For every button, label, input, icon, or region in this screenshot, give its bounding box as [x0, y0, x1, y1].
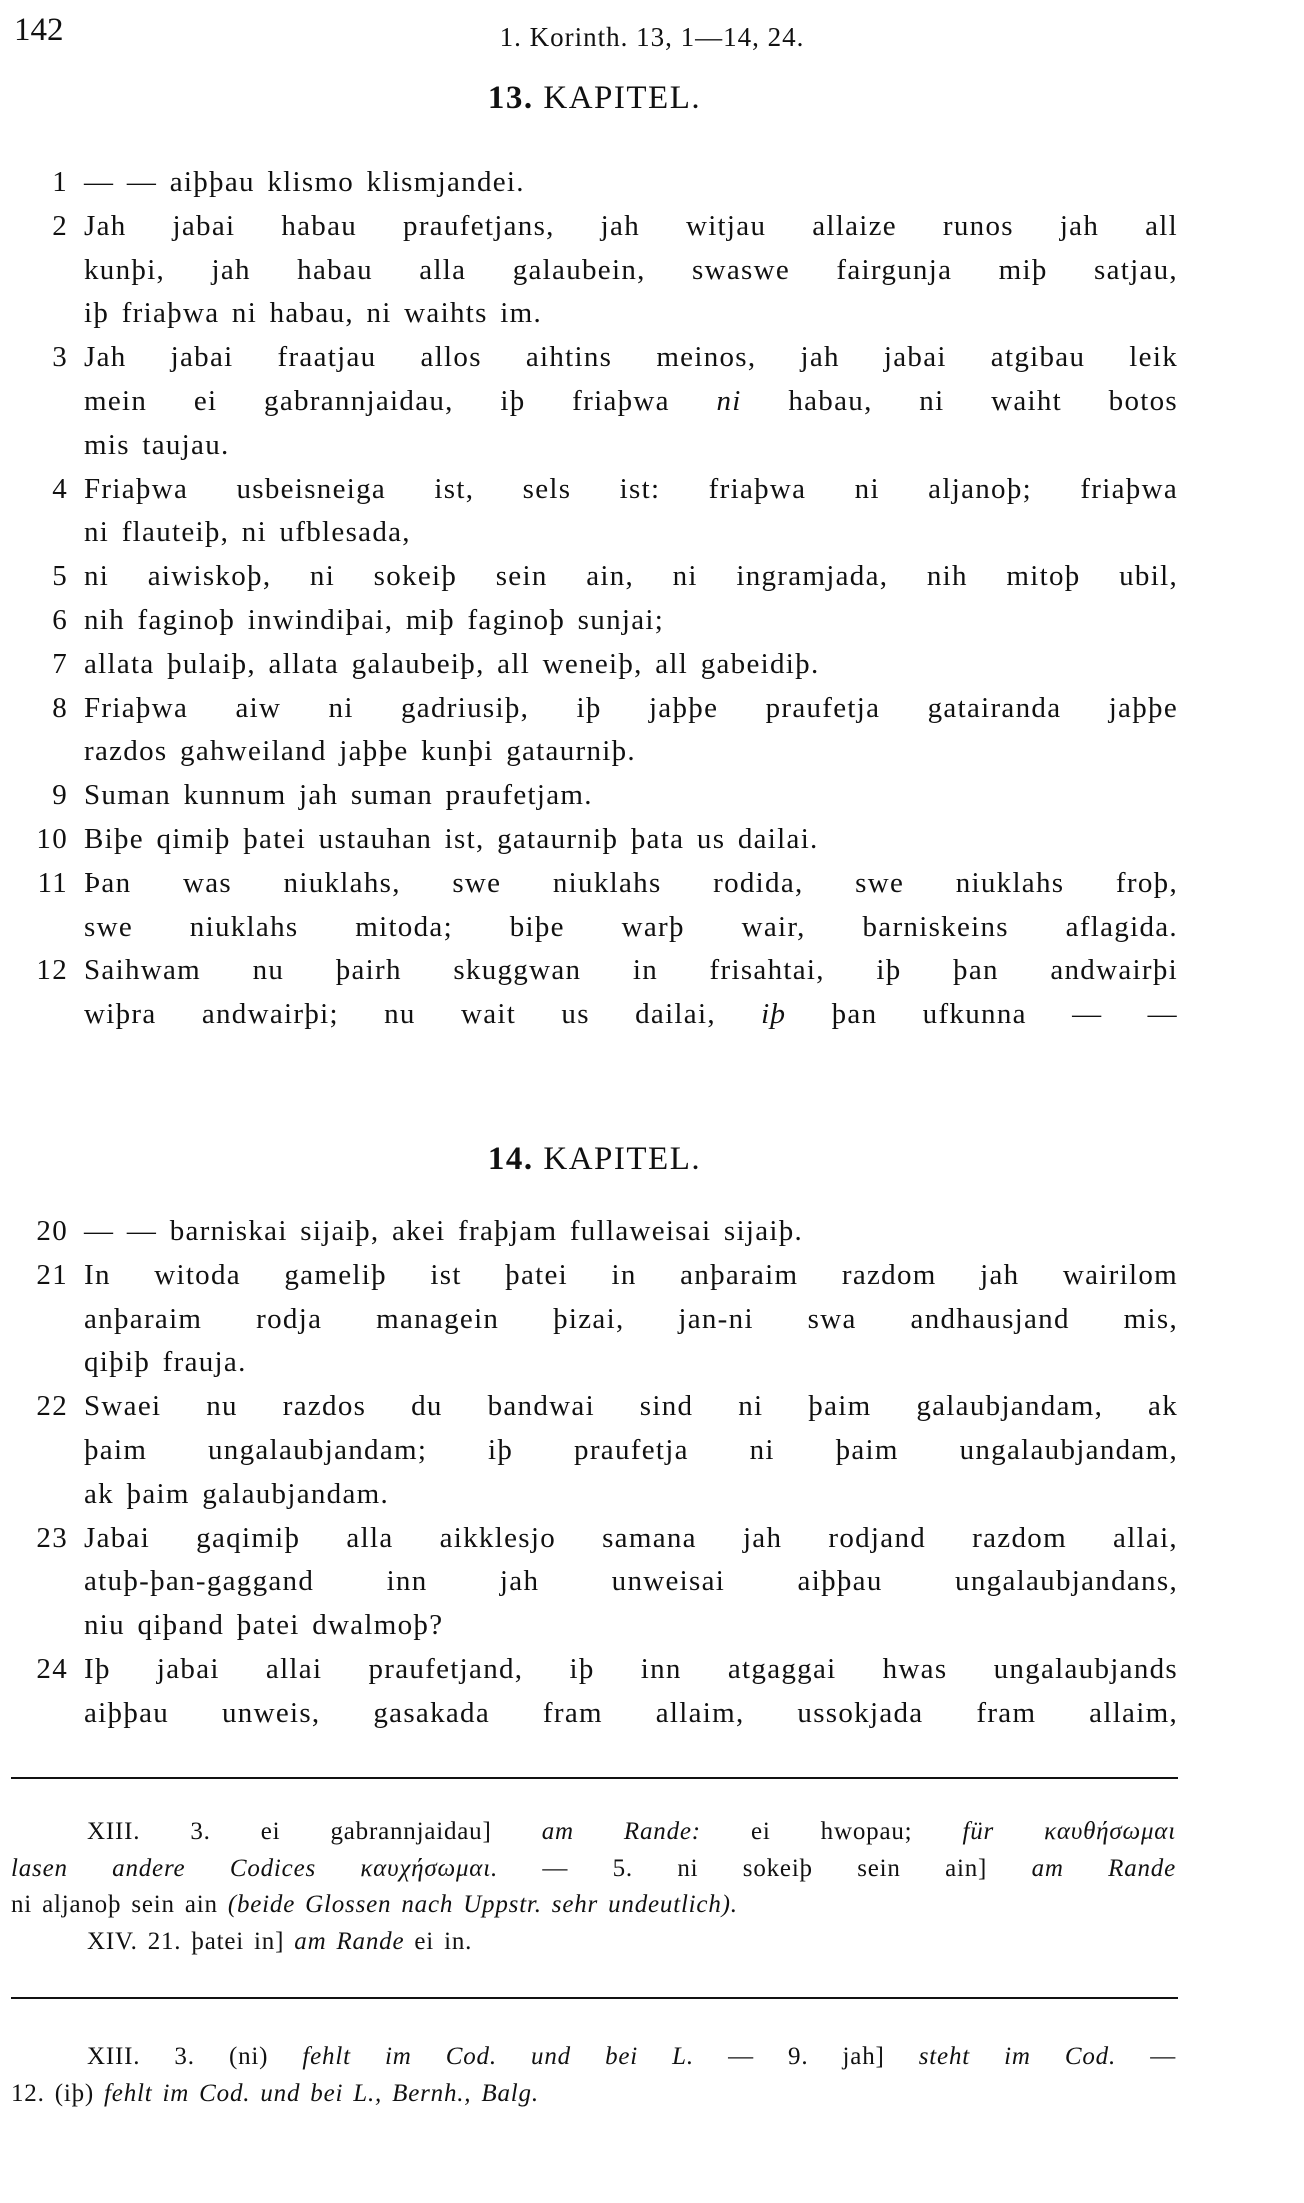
verse-text: [84, 819, 1178, 859]
verse-number: 4: [52, 472, 68, 505]
italic-text: lasen andere Codices καυχήσωμαι.: [11, 1854, 499, 1882]
verse-text: [84, 469, 1178, 509]
verse-text: [84, 1605, 1178, 1645]
italic-text: steht im Cod.: [918, 2043, 1117, 2070]
verse-text: [84, 1474, 1178, 1514]
verse-text: [84, 1211, 1178, 1251]
verse-continuation-line: [0, 1474, 1304, 1514]
verse-number: 24: [36, 1653, 68, 1685]
verse-number: 5: [52, 560, 68, 593]
verse-continuation-line: [0, 293, 1304, 333]
verse-number: 6: [52, 604, 68, 636]
verse-text: [84, 950, 1178, 990]
italic-text: am Rande: [294, 1927, 405, 1955]
verse-line: [0, 162, 1304, 202]
text-segment: aiþþau unweis, gasakada fram allaim, ussokjada fram allaim,: [84, 1696, 1178, 1729]
italic-text: (beide Glossen nach Uppstr. sehr undeutlich).: [227, 1891, 738, 1918]
verse-line: [0, 950, 1304, 990]
italic-text: für καυθήσωμαι: [962, 1818, 1176, 1845]
verse-continuation-line: [0, 1693, 1304, 1733]
text-segment: XIII. 3. ei gabrannjaidau]: [87, 1818, 542, 1845]
text-segment: swe niuklahs mitoda; biþe warþ wair, barniskeins aflagida.: [84, 910, 1178, 943]
verse-text: [84, 293, 1178, 333]
verse-continuation-line: [0, 1605, 1304, 1645]
text-segment: ei in.: [404, 1927, 473, 1955]
running-head: 1. Korinth. 13, 1—14, 24.: [499, 22, 805, 52]
chapter-number: 13.: [487, 80, 534, 116]
verse-number: 10: [36, 823, 68, 855]
verse-number: 22: [36, 1390, 68, 1423]
verse-continuation-line: [0, 907, 1304, 947]
verse-text: [84, 907, 1178, 947]
text-segment: Friaþwa usbeisneiga ist, sels ist: friaþwa ni aljanoþ; friaþwa: [84, 472, 1178, 505]
verse-text: [84, 644, 1178, 684]
italic-text: ni: [716, 385, 742, 417]
text-segment: — — aiþþau klismo klismjandei.: [84, 166, 525, 198]
verse-text: [84, 994, 1178, 1034]
verse-text: [84, 425, 1178, 465]
verse-text: [84, 556, 1178, 596]
italic-text: fehlt im Cod. und bei L.: [302, 2043, 694, 2070]
verse-line: [0, 688, 1304, 728]
text-segment: Biþe qimiþ þatei ustauhan ist, gataurniþ þata us dailai.: [84, 823, 819, 855]
verse-number: 23: [36, 1521, 68, 1554]
verse-text: [84, 1430, 1178, 1470]
verse-line: [0, 206, 1304, 246]
text-segment: ni aljanoþ sein ain: [11, 1891, 228, 1918]
footnote-line: [11, 2077, 1176, 2111]
verse-text: [84, 250, 1178, 290]
italic-text: iþ: [761, 998, 787, 1031]
verse-text: [84, 1299, 1178, 1339]
text-segment: Suman kunnum jah suman praufetjam.: [84, 779, 593, 812]
verse-number: 12: [36, 954, 68, 987]
verse-continuation-line: [0, 1561, 1304, 1601]
verse-line: [0, 863, 1304, 903]
verse-number: 7: [52, 647, 68, 680]
verse-line: [0, 1386, 1304, 1426]
text-segment: ak þaim galaubjandam.: [84, 1477, 390, 1510]
verse-line: [0, 775, 1304, 815]
verse-text: [84, 381, 1178, 421]
verse-number: 1: [52, 166, 68, 198]
text-segment: In witoda gameliþ ist þatei in anþaraim razdom jah wairilom: [84, 1258, 1178, 1291]
verse-text: [84, 1386, 1178, 1426]
verse-line: [0, 1518, 1304, 1558]
text-segment: þan ufkunna — —: [786, 998, 1178, 1031]
text-segment: þaim ungalaubjandam; iþ praufetja ni þaim ungalaubjandam,: [84, 1434, 1178, 1466]
text-segment: qiþiþ frauja.: [84, 1346, 247, 1379]
text-segment: Þan was niuklahs, swe niuklahs rodida, swe niuklahs froþ,: [84, 866, 1178, 899]
verse-line: [0, 819, 1304, 859]
text-segment: 12. (iþ): [11, 2079, 105, 2107]
verse-line: [0, 556, 1304, 596]
italic-text: am Rande:: [541, 1818, 701, 1845]
verse-continuation-line: [0, 731, 1304, 771]
verse-number: 3: [52, 341, 68, 374]
text-segment: iþ friaþwa ni habau, ni waihts im.: [84, 297, 543, 330]
footnote-line: [11, 1852, 1176, 1886]
footnote-line: [87, 2040, 1176, 2074]
verse-text: [84, 775, 1178, 815]
footnote-line: [87, 1925, 1176, 1959]
text-segment: Jabai gaqimiþ alla aikklesjo samana jah rodjand razdom allai,: [84, 1521, 1178, 1554]
text-segment: mis taujau.: [84, 428, 230, 461]
italic-text: am Rande: [1031, 1854, 1176, 1882]
text-segment: ni aiwiskoþ, ni sokeiþ sein ain, ni ingramjada, nih mitoþ ubil,: [84, 560, 1178, 593]
verse-line: [0, 600, 1304, 640]
text-segment: wiþra andwairþi; nu wait us dailai,: [84, 998, 762, 1031]
verse-continuation-line: [0, 512, 1304, 552]
footnote-line: [11, 1888, 1176, 1922]
verse-text: [84, 1255, 1178, 1295]
verse-text: [84, 1342, 1178, 1382]
verse-text: [84, 1561, 1178, 1601]
text-segment: kunþi, jah habau alla galaubein, swaswe fairgunja miþ satjau,: [84, 253, 1178, 286]
verse-number: 21: [36, 1258, 68, 1291]
text-segment: — — barniskai sijaiþ, akei fraþjam fullaweisai sijaiþ.: [84, 1215, 804, 1247]
verse-text: [84, 162, 1178, 202]
verse-text: [84, 337, 1178, 377]
text-segment: atuþ-þan-gaggand inn jah unweisai aiþþau ungalaubjandans,: [84, 1565, 1178, 1598]
text-segment: nih faginoþ inwindiþai, miþ faginoþ sunjai;: [84, 604, 665, 636]
text-segment: XIII. 3. (ni): [87, 2043, 303, 2070]
verse-number: 20: [36, 1215, 68, 1247]
text-segment: ei hwopau;: [700, 1818, 963, 1845]
text-segment: — 9. jah]: [693, 2043, 919, 2070]
chapter-word: KAPITEL.: [543, 1141, 702, 1177]
verse-number: 2: [52, 209, 68, 242]
verse-continuation-line: [0, 994, 1304, 1034]
text-segment: Jah jabai fraatjau allos aihtins meinos, jah jabai atgibau leik: [84, 341, 1178, 374]
verse-line: [0, 1255, 1304, 1295]
text-segment: Friaþwa aiw ni gadriusiþ, iþ jaþþe praufetja gatairanda jaþþe: [84, 691, 1178, 724]
page-number: 142: [14, 12, 64, 48]
text-segment: XIV. 21. þatei in]: [87, 1927, 295, 1955]
footnote-divider: [11, 1777, 1178, 1779]
verse-text: [84, 206, 1178, 246]
verse-continuation-line: [0, 1342, 1304, 1382]
text-segment: Saihwam nu þairh skuggwan in frisahtai, iþ þan andwairþi: [84, 954, 1178, 987]
footnote-line: [87, 1815, 1176, 1849]
verse-line: [0, 1649, 1304, 1689]
italic-text: fehlt im Cod. und bei L., Bernh., Balg.: [104, 2079, 539, 2107]
chapter-number: 14.: [487, 1141, 534, 1177]
verse-number: 11: [37, 866, 68, 899]
text-segment: habau, ni waiht botos: [741, 385, 1178, 417]
text-segment: —: [1116, 2043, 1177, 2070]
verse-continuation-line: [0, 1430, 1304, 1470]
verse-text: [84, 863, 1178, 903]
verse-continuation-line: [0, 381, 1304, 421]
chapter-word: KAPITEL.: [543, 80, 702, 116]
verse-line: [0, 1211, 1304, 1251]
text-segment: razdos gahweiland jaþþe kunþi gataurniþ.: [84, 735, 636, 768]
text-segment: anþaraim rodja managein þizai, jan-ni swa andhausjand mis,: [84, 1302, 1178, 1335]
verse-continuation-line: [0, 425, 1304, 465]
verse-text: [84, 1518, 1178, 1558]
verse-number: 8: [52, 691, 68, 724]
chapter-13-heading: [11, 80, 1178, 117]
verse-line: [0, 644, 1304, 684]
verse-continuation-line: [0, 1299, 1304, 1339]
verse-line: [0, 469, 1304, 509]
text-segment: Jah jabai habau praufetjans, jah witjau allaize runos jah all: [84, 209, 1178, 242]
footnote-divider: [11, 1997, 1178, 1999]
verse-text: [84, 512, 1178, 552]
verse-text: [84, 600, 1178, 640]
verse-continuation-line: [0, 250, 1304, 290]
chapter-14-heading: [11, 1141, 1178, 1178]
text-segment: Swaei nu razdos du bandwai sind ni þaim galaubjandam, ak: [84, 1390, 1178, 1423]
text-segment: ni flauteiþ, ni ufblesada,: [84, 516, 411, 549]
verse-text: [84, 731, 1178, 771]
verse-line: [0, 337, 1304, 377]
text-segment: mein ei gabrannjaidau, iþ friaþwa: [84, 385, 717, 417]
verse-text: [84, 1693, 1178, 1733]
verse-number: 9: [52, 779, 68, 812]
verse-text: [84, 1649, 1178, 1689]
verse-text: [84, 688, 1178, 728]
text-segment: allata þulaiþ, allata galaubeiþ, all weneiþ, all gabeidiþ.: [84, 647, 820, 680]
text-segment: niu qiþand þatei dwalmoþ?: [84, 1609, 444, 1642]
text-segment: — 5. ni sokeiþ sein ain]: [498, 1854, 1032, 1882]
text-segment: Iþ jabai allai praufetjand, iþ inn atgaggai hwas ungalaubjands: [84, 1653, 1178, 1685]
